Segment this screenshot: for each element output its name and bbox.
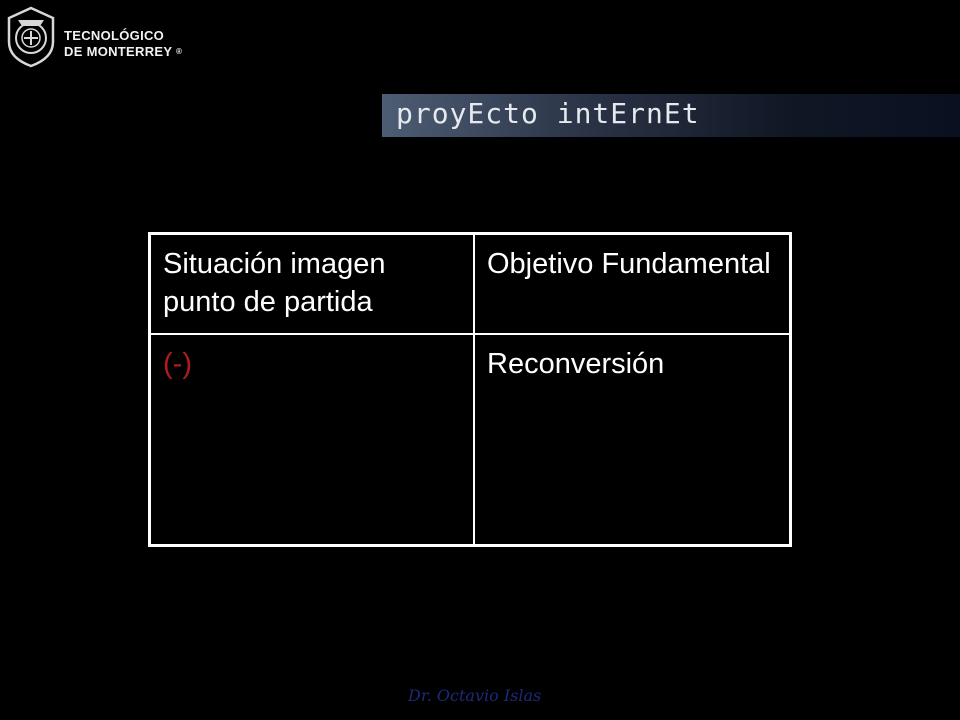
table-cell-situacion: Situación imagen punto de partida	[150, 234, 475, 335]
logo-wordmark	[64, 28, 182, 60]
tec-monterrey-logo	[4, 6, 194, 72]
institution-seal-icon	[4, 6, 58, 68]
banner-title: proyEcto intErnEt	[396, 97, 700, 130]
negative-sign-text: (-)	[163, 348, 192, 380]
table-cell-negative	[150, 334, 475, 546]
comparison-table	[148, 232, 792, 547]
logo-line-1: TECNOLÓGICO	[64, 28, 165, 43]
logo-line-2: DE MONTERREY ®	[64, 44, 183, 59]
registered-mark: ®	[176, 47, 183, 56]
table-cell-reconversion: Reconversión	[474, 334, 791, 546]
table-row	[150, 234, 791, 335]
table-row	[150, 334, 791, 546]
proyecto-internet-banner	[382, 94, 960, 137]
table-cell-objetivo: Objetivo Fundamental	[474, 234, 791, 335]
author-signature: Dr. Octavio Islas	[408, 686, 542, 705]
